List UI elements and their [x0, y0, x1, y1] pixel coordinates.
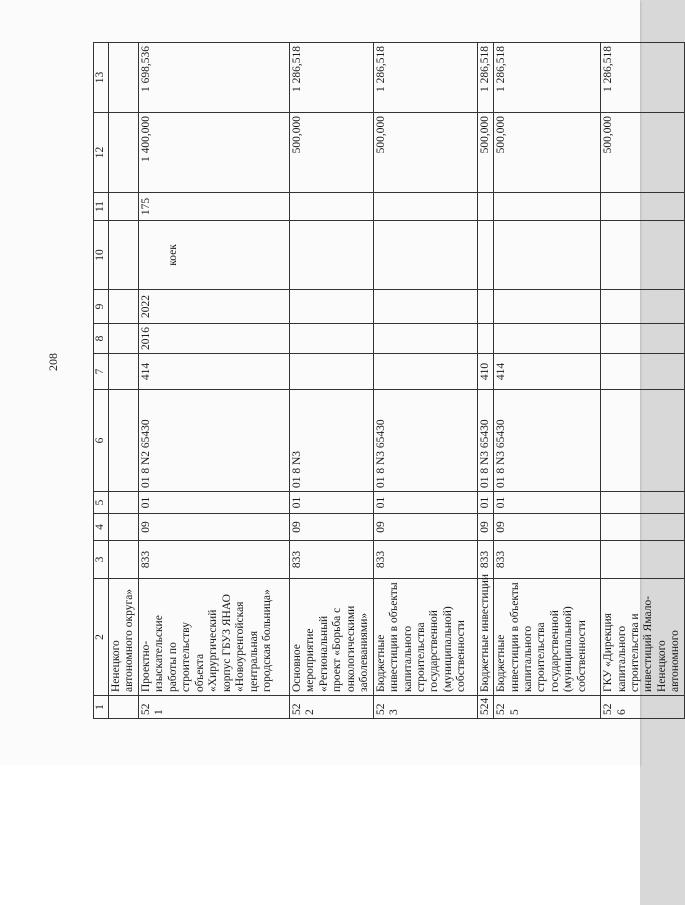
cell-unit: [494, 221, 601, 290]
header-cell: 10: [94, 221, 109, 290]
header-cell: 2: [94, 579, 109, 696]
header-cell: 7: [94, 354, 109, 390]
cell-amount-b: 1 286,518: [289, 43, 373, 113]
cell-capacity: [109, 193, 139, 221]
header-cell: 5: [94, 492, 109, 514]
cell-subsection: 01: [494, 492, 601, 514]
cell-unit: коек: [138, 221, 289, 290]
row-number: 524: [477, 696, 493, 719]
cell-ministry-code: 833: [289, 541, 373, 579]
cell-expense-type: 414: [138, 354, 289, 390]
cell-amount-a: 500,000: [373, 113, 477, 193]
cell-subsection: 01: [289, 492, 373, 514]
row-number: 526: [601, 696, 685, 719]
header-cell: 12: [94, 113, 109, 193]
header-cell: 4: [94, 514, 109, 541]
table-row: [601, 43, 685, 719]
row-number: 522: [289, 696, 373, 719]
row-number: [109, 696, 139, 719]
table-row: [373, 43, 477, 719]
row-name: Ненецкого автономного округа»: [109, 579, 139, 696]
row-name: Основное мероприятие «Региональный проект «Борьба с онкологическими заболеваниями»: [289, 579, 373, 696]
header-cell: 3: [94, 541, 109, 579]
cell-expense-type: [601, 354, 685, 390]
cell-amount-a: 1 400,000: [138, 113, 289, 193]
cell-end-year: [494, 290, 601, 324]
cell-subsection: 01: [138, 492, 289, 514]
table-row: [494, 43, 601, 719]
cell-ministry-code: [109, 541, 139, 579]
cell-amount-b: 1 698,536: [138, 43, 289, 113]
cell-start-year: [477, 324, 493, 354]
blank-area: [0, 765, 640, 905]
cell-section: [601, 514, 685, 541]
row-number: 521: [138, 696, 289, 719]
table-row: [109, 43, 139, 719]
cell-amount-a: 500,000: [601, 113, 685, 193]
row-name: Бюджетные инвестиции в объекты капитального строительства государственной (муниципальной) собственности: [494, 579, 601, 696]
cell-subsection: 01: [373, 492, 477, 514]
cell-subsection: 01: [477, 492, 493, 514]
cell-unit: [373, 221, 477, 290]
cell-target-article: 01 8 N3 65430: [494, 390, 601, 492]
cell-amount-b: 1 286,518: [494, 43, 601, 113]
budget-table: [93, 42, 685, 719]
cell-target-article: 01 8 N3: [289, 390, 373, 492]
cell-unit: [289, 221, 373, 290]
cell-amount-a: 500,000: [494, 113, 601, 193]
cell-amount-a: [109, 113, 139, 193]
cell-section: 09: [373, 514, 477, 541]
row-name: Бюджетные инвестиции в объекты капитального строительства государственной (муниципальной) собственности: [373, 579, 477, 696]
cell-end-year: 2022: [138, 290, 289, 324]
cell-start-year: [289, 324, 373, 354]
cell-section: 09: [477, 514, 493, 541]
cell-capacity: [289, 193, 373, 221]
cell-capacity: [373, 193, 477, 221]
cell-subsection: [109, 492, 139, 514]
cell-target-article: 01 8 N3 65430: [477, 390, 493, 492]
budget-table-rotated: [93, 43, 682, 719]
cell-target-article: 01 8 N2 65430: [138, 390, 289, 492]
cell-section: 09: [494, 514, 601, 541]
header-row: [94, 43, 109, 719]
cell-target-article: [109, 390, 139, 492]
cell-capacity: [601, 193, 685, 221]
cell-end-year: [373, 290, 477, 324]
row-name: ГКУ «Дирекция капитального строительства и инвестиций Ямало-Ненецкого автономного: [601, 579, 685, 696]
cell-amount-a: 500,000: [477, 113, 493, 193]
cell-start-year: [494, 324, 601, 354]
cell-end-year: [289, 290, 373, 324]
header-cell: 1: [94, 696, 109, 719]
table-row: [477, 43, 493, 719]
cell-ministry-code: [601, 541, 685, 579]
cell-section: 09: [138, 514, 289, 541]
cell-target-article: 01 8 N3 65430: [373, 390, 477, 492]
cell-amount-b: [109, 43, 139, 113]
cell-expense-type: 410: [477, 354, 493, 390]
cell-expense-type: [289, 354, 373, 390]
cell-subsection: [601, 492, 685, 514]
cell-end-year: [477, 290, 493, 324]
header-cell: 11: [94, 193, 109, 221]
cell-unit: [109, 221, 139, 290]
cell-capacity: 175: [138, 193, 289, 221]
cell-capacity: [494, 193, 601, 221]
cell-end-year: [601, 290, 685, 324]
cell-ministry-code: 833: [138, 541, 289, 579]
cell-section: 09: [289, 514, 373, 541]
cell-start-year: [109, 324, 139, 354]
cell-amount-b: 1 286,518: [477, 43, 493, 113]
cell-target-article: [601, 390, 685, 492]
cell-end-year: [109, 290, 139, 324]
cell-unit: [477, 221, 493, 290]
cell-capacity: [477, 193, 493, 221]
cell-expense-type: 414: [494, 354, 601, 390]
cell-ministry-code: 833: [373, 541, 477, 579]
row-name: Проектно-изыскательские работы по строительству объекта «Хирургический корпус ГБУЗ ЯНАО «Новоуренгойская центральная городская больница»: [138, 579, 289, 696]
cell-amount-b: 1 286,518: [601, 43, 685, 113]
row-number: 523: [373, 696, 477, 719]
cell-expense-type: [373, 354, 477, 390]
cell-start-year: 2016: [138, 324, 289, 354]
cell-start-year: [601, 324, 685, 354]
header-cell: 13: [94, 43, 109, 113]
row-name: Бюджетные инвестиции: [477, 579, 493, 696]
page-number: 208: [46, 353, 60, 371]
header-cell: 8: [94, 324, 109, 354]
row-number: 525: [494, 696, 601, 719]
cell-unit: [601, 221, 685, 290]
cell-amount-b: 1 286,518: [373, 43, 477, 113]
cell-ministry-code: 833: [477, 541, 493, 579]
table-row: [138, 43, 289, 719]
cell-amount-a: 500,000: [289, 113, 373, 193]
cell-expense-type: [109, 354, 139, 390]
cell-section: [109, 514, 139, 541]
header-cell: 6: [94, 390, 109, 492]
cell-start-year: [373, 324, 477, 354]
table-row: [289, 43, 373, 719]
header-cell: 9: [94, 290, 109, 324]
cell-ministry-code: 833: [494, 541, 601, 579]
